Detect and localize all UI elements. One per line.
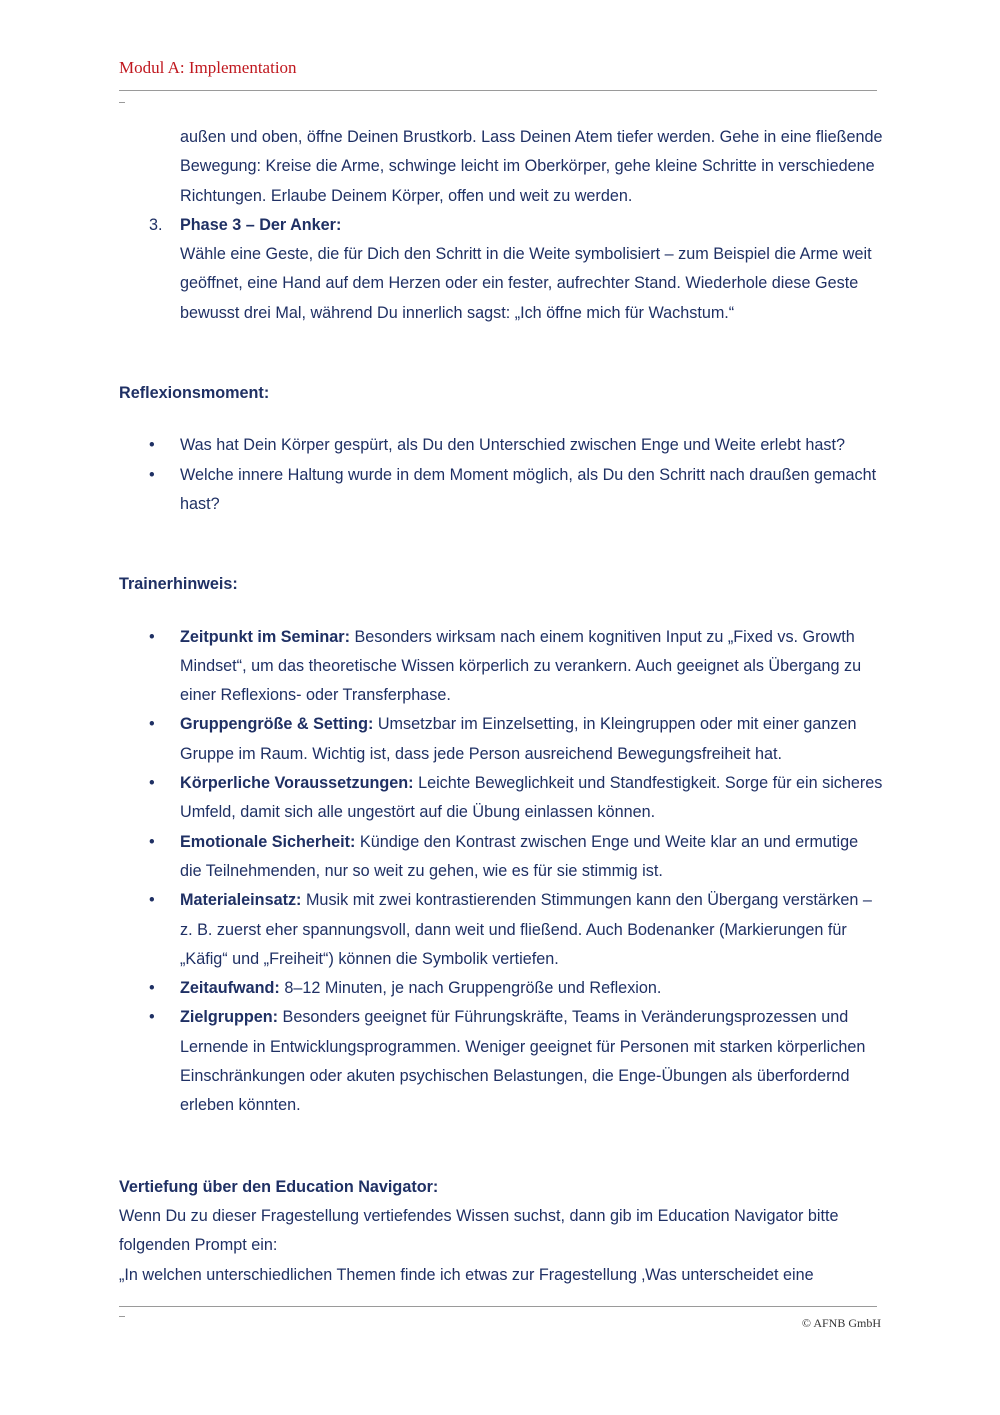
reflexion-heading: Reflexionsmoment:: [119, 384, 270, 403]
trainer-item-label: Emotionale Sicherheit:: [180, 832, 356, 851]
bullet-icon: •: [149, 465, 155, 484]
trainer-heading: Trainerhinweis:: [119, 575, 238, 594]
trainer-item-text: 8–12 Minuten, je nach Gruppengröße und Reflexion.: [279, 979, 662, 998]
bullet-icon: •: [149, 627, 155, 646]
list-number: 3.: [149, 215, 163, 234]
list-item: [119, 710, 884, 769]
document-body: [119, 123, 884, 1290]
footer-copyright: © AFNB GmbH: [801, 1316, 881, 1330]
bullet-icon: •: [149, 436, 155, 455]
list-item: [119, 461, 884, 520]
trainer-item-text: Besonders wirksam nach einem kognitiven Input zu „Fixed vs. Growth Mindset“, um das theoretische Wissen körperlich zu verankern. Auch geeignet als Übergang zu einer Reflexions- oder Transferphase.: [180, 627, 862, 705]
bullet-icon: •: [149, 979, 155, 998]
phase-2-continued-text: außen und oben, öffne Deinen Brustkorb. Lass Deinen Atem tiefer werden. Gehe in eine fließende Bewegung: Kreise die Arme, schwinge leicht im Oberkörper, gehe kleine Schritte in verschiedene Richtungen. Erlaube Deinem Körper, offen und weit zu werden.: [180, 128, 883, 205]
bullet-icon: •: [149, 1008, 155, 1027]
trainer-item-text: Musik mit zwei kontrastierenden Stimmungen kann den Übergang verstärken – z. B. zuerst eher spannungsvoll, dann weit und fließend. Auch Bodenanker (Markierungen für „Käfig“ und „Freiheit“) können die Symbolik vertiefen.: [180, 891, 872, 968]
trainer-item-label: Körperliche Voraussetzungen:: [180, 774, 414, 793]
phase-3-text: Wähle eine Geste, die für Dich den Schritt in die Weite symbolisiert – zum Beispiel die Arme weit geöffnet, eine Hand auf dem Herzen oder ein fester, aufrechter Stand. Wiederhole diese Geste bewusst drei Mal, während Du innerlich sagst: „Ich öffne mich für Wachstum.“: [180, 245, 872, 322]
header-divider: [119, 90, 877, 91]
list-item: [119, 623, 884, 711]
list-item: [119, 431, 884, 460]
phase-3-item: [119, 211, 884, 328]
trainer-item-text: Besonders geeignet für Führungskräfte, Teams in Veränderungsprozessen und Lernende in Entwicklungsprogrammen. Weniger geeignet für Personen mit starken körperlichen Einschränkungen oder akuten psychischen Belastungen, die Enge-Übungen als überfordernd erleben könnten.: [180, 1008, 866, 1115]
list-item: [119, 974, 884, 1003]
footer-divider: [119, 1306, 877, 1307]
vertiefung-text: Wenn Du zu dieser Fragestellung vertiefendes Wissen suchst, dann gib im Education Navigator bitte folgenden Prompt ein:: [119, 1206, 839, 1255]
list-item: [119, 886, 884, 974]
list-item: [119, 1003, 884, 1120]
phase-2-continuation: [119, 123, 884, 211]
header-title: Modul A: Implementation: [119, 58, 297, 77]
list-item: [119, 828, 884, 887]
trainer-item-label: Materialeinsatz:: [180, 891, 302, 910]
footer-mark: [119, 1316, 125, 1317]
trainer-item-label: Zielgruppen:: [180, 1008, 279, 1027]
bullet-icon: •: [149, 891, 155, 910]
phase-3-title: Phase 3 – Der Anker:: [180, 215, 342, 234]
reflexion-question: Was hat Dein Körper gespürt, als Du den Unterschied zwischen Enge und Weite erlebt hast?: [180, 436, 845, 455]
list-item: [119, 769, 884, 828]
bullet-icon: •: [149, 715, 155, 734]
trainer-item-label: Zeitpunkt im Seminar:: [180, 627, 350, 646]
vertiefung-prompt: „In welchen unterschiedlichen Themen finde ich etwas zur Fragestellung ‚Was unterscheidet eine: [119, 1265, 814, 1284]
header-mark: [119, 102, 125, 103]
trainer-item-text: Leichte Beweglichkeit und Standfestigkeit. Sorge für ein sicheres Umfeld, damit sich alle ungestört auf die Übung einlassen können.: [180, 774, 883, 822]
trainer-item-label: Zeitaufwand:: [180, 979, 280, 998]
bullet-icon: •: [149, 774, 155, 793]
trainer-item-text: Umsetzbar im Einzelsetting, in Kleingruppen oder mit einer ganzen Gruppe im Raum. Wichtig ist, dass jede Person ausreichend Bewegungsfreiheit hat.: [180, 715, 857, 763]
vertiefung-heading: Vertiefung über den Education Navigator:: [119, 1177, 439, 1196]
reflexion-question: Welche innere Haltung wurde in dem Moment möglich, als Du den Schritt nach draußen gemacht hast?: [180, 465, 877, 513]
bullet-icon: •: [149, 832, 155, 851]
trainer-item-label: Gruppengröße & Setting:: [180, 715, 374, 734]
trainer-item-text: Kündige den Kontrast zwischen Enge und Weite klar an und ermutige die Teilnehmenden, nur so weit zu gehen, wie es für sie stimmig ist.: [180, 832, 859, 880]
